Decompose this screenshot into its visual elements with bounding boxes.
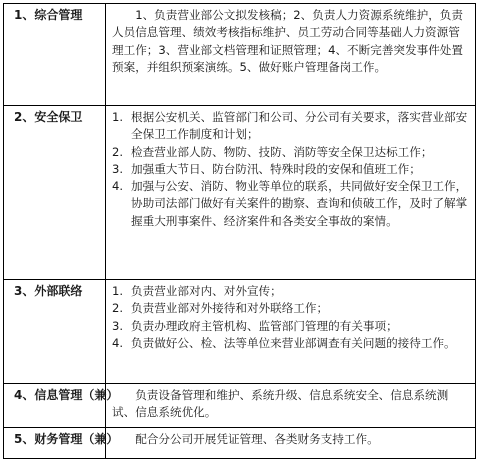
list-item: [112, 144, 469, 161]
item-text: 检查营业部人防、物防、技防、消防等安全保卫达标工作；: [131, 144, 433, 159]
item-number: 3.: [112, 161, 124, 176]
list-item: [112, 161, 469, 178]
item-list: [112, 109, 469, 230]
item-list: [112, 283, 469, 352]
table-row: [4, 428, 476, 459]
item-number: 1.: [112, 110, 124, 124]
item-number: 3.: [112, 318, 124, 333]
description-text: 负责设备管理和维护、系统升级、信息系统安全、信息系统测试、信息系统优化。: [112, 388, 449, 420]
item-number: 4.: [112, 335, 124, 350]
list-item: [112, 318, 469, 335]
item-number: 2.: [112, 144, 124, 159]
list-item: [112, 283, 469, 300]
description-cell: [106, 428, 476, 459]
table-row: [4, 106, 476, 280]
list-item: [112, 178, 469, 230]
description-cell: [106, 384, 476, 428]
description-cell: [106, 106, 476, 280]
description-cell: [106, 280, 476, 384]
table-row: [4, 384, 476, 428]
category-cell: 3、外部联络: [4, 280, 106, 384]
item-number: 2.: [112, 301, 124, 316]
item-text: 加强重大节日、防台防汛、特殊时段的安保和值班工作；: [131, 161, 421, 176]
description-text: 1、负责营业部公文拟发核稿；2、负责人力资源系统维护，负责人员信息管理、绩效考核指标维护、员工劳动合同等基础人力资源管理工作；3、营业部文档管理和证照管理；4、不断完善突发事件处置预案，并组织预案演练。5、做好账户管理备岗工作。: [112, 8, 463, 74]
list-item: [112, 109, 469, 144]
list-item: [112, 335, 469, 352]
description-cell: [106, 4, 476, 106]
category-cell: 5、财务管理（兼）: [4, 428, 106, 459]
list-item: [112, 300, 469, 317]
category-cell: 4、信息管理（兼）: [4, 384, 106, 428]
table-row: [4, 280, 476, 384]
item-number: 4.: [112, 179, 124, 194]
category-cell: 2、安全保卫: [4, 106, 106, 280]
item-text: 加强与公安、消防、物业等单位的联系，共同做好安全保卫工作，协助司法部门做好有关案件的勘察、查询和侦破工作，及时了解掌握重大刑事案件、经济案件和各类安全事故的案情。: [131, 179, 468, 228]
item-text: 根据公安机关、监管部门和公司、分公司有关要求，落实营业部安全保卫工作制度和计划；: [131, 110, 468, 142]
duties-table: [3, 3, 476, 459]
category-cell: 1、综合管理: [4, 4, 106, 106]
item-number: 1.: [112, 284, 124, 298]
item-text: 负责办理政府主管机构、监管部门管理的有关事项；: [131, 318, 398, 333]
table-row: [4, 4, 476, 106]
item-text: 负责营业部对外接待和对外联络工作；: [131, 301, 329, 316]
item-text: 负责做好公、检、法等单位来营业部调查有关问题的接待工作。: [131, 335, 456, 350]
item-text: 负责营业部对内、对外宣传；: [131, 284, 282, 298]
description-text: 配合分公司开展凭证管理、各类财务支持工作。: [135, 432, 379, 446]
